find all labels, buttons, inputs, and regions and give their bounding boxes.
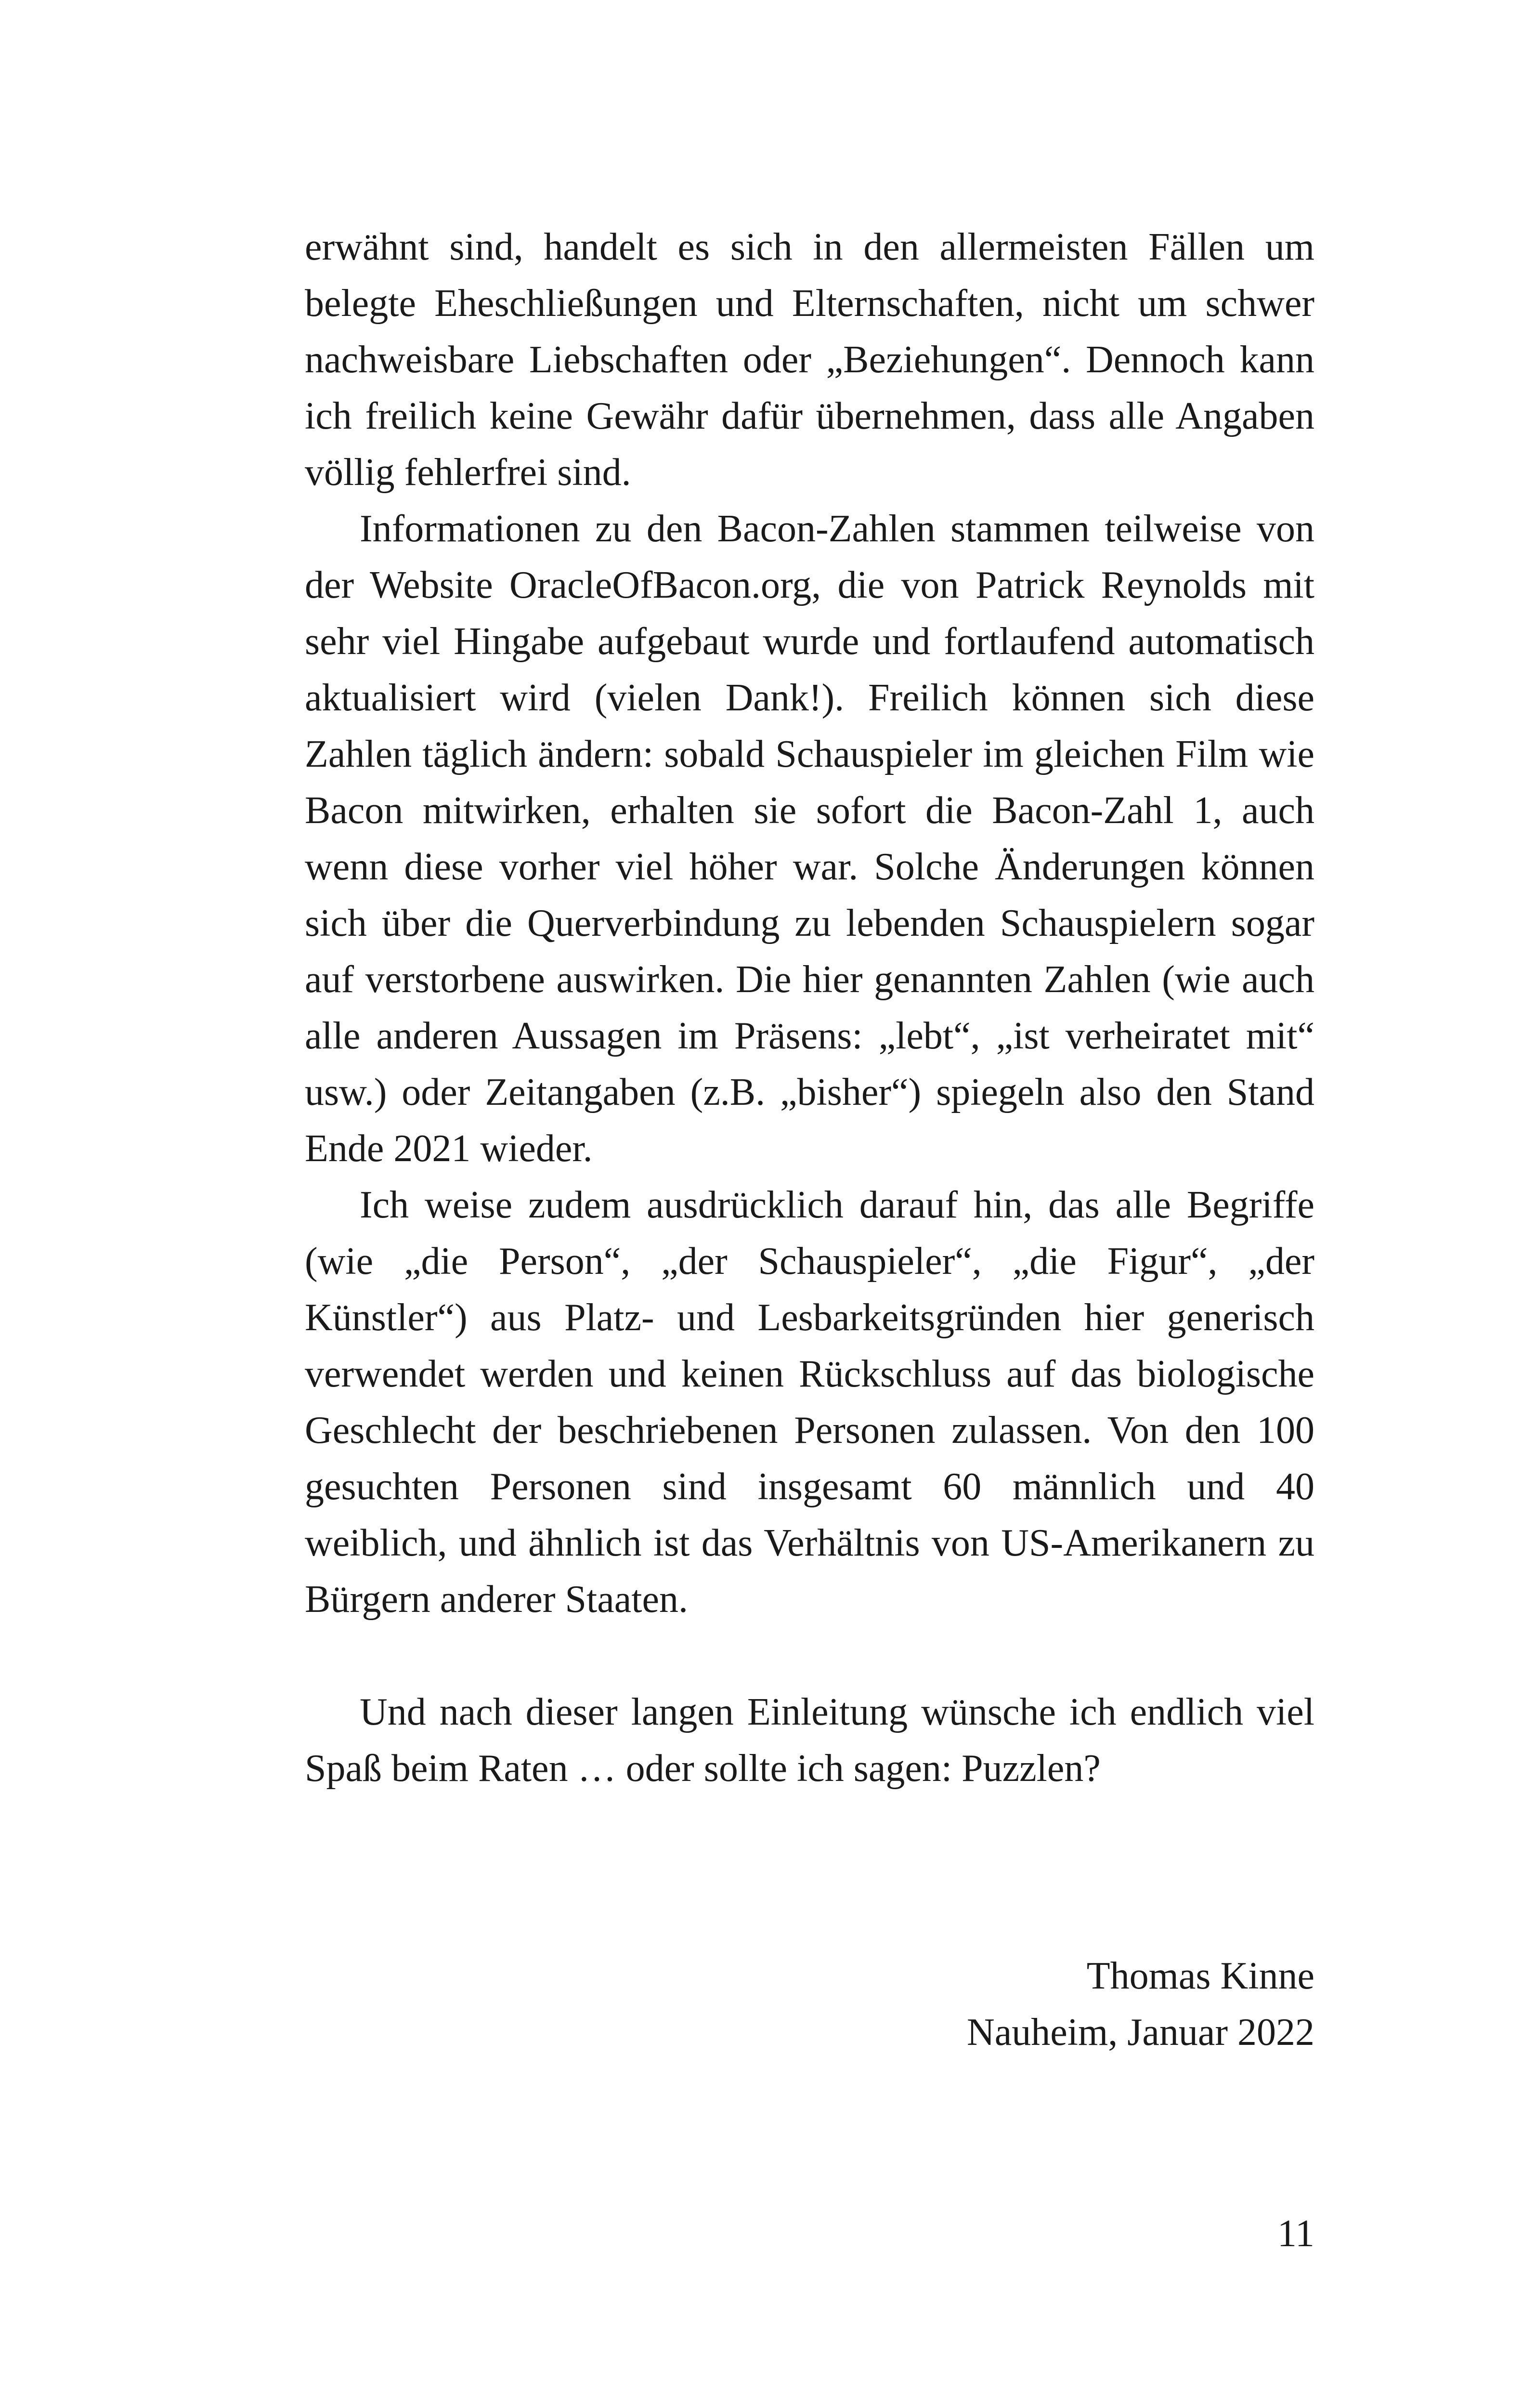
paragraph-intro-continuation: erwähnt sind, handelt es sich in den allermeisten Fällen um belegte Eheschließungen und Elternschaften, nicht um schwer nachweisbare Liebschaften oder „Beziehungen“. Dennoch kann ich freilich keine Gewähr dafür übernehmen, dass alle Angaben völlig fehlerfrei sind.: [305, 226, 1314, 494]
signature-block: [770, 1948, 1314, 2061]
place-and-date: Nauheim, Januar 2022: [966, 2011, 1314, 2054]
paragraph-generic-terms: Ich weise zudem ausdrücklich darauf hin, das alle Begriffe (wie „die Person“, „der Schauspieler“, „die Figur“, „der Künstler“) aus Platz- und Lesbarkeitsgründen hier generisch verwendet werden und keinen Rückschluss auf das biologische Geschlecht der beschriebenen Personen zulassen. Von den 100 gesuchten Personen sind insgesamt 60 männlich und 40 weiblich, und ähnlich ist das Verhältnis von US-Amerikanern zu Bürgern anderer Staaten.: [305, 1184, 1314, 1621]
paragraph-closing: Und nach dieser langen Einleitung wünsche ich endlich viel Spaß beim Raten … oder sollte ich sagen: Puzzlen?: [305, 1691, 1314, 1790]
body-text: [305, 219, 1314, 1797]
paragraph-bacon-numbers: Informationen zu den Bacon-Zahlen stammen teilweise von der Website OracleOfBacon.org, die von Patrick Reynolds mit sehr viel Hingabe aufgebaut wurde und fortlaufend automatisch aktualisiert wird (vielen Dank!). Freilich können sich diese Zahlen täglich ändern: sobald Schauspieler im gleichen Film wie Bacon mitwirken, erhalten sie sofort die Bacon-Zahl 1, auch wenn diese vorher viel höher war. Solche Änderungen können sich über die Querverbindung zu lebenden Schauspielern sogar auf verstorbene auswirken. Die hier genannten Zahlen (wie auch alle anderen Aussagen im Präsens: „lebt“, „ist verheiratet mit“ usw.) oder Zeitangaben (z.B. „bisher“) spiegeln also den Stand Ende 2021 wieder.: [305, 508, 1314, 1170]
author-name: Thomas Kinne: [1086, 1955, 1314, 1997]
page-number: 11: [1277, 2212, 1314, 2255]
